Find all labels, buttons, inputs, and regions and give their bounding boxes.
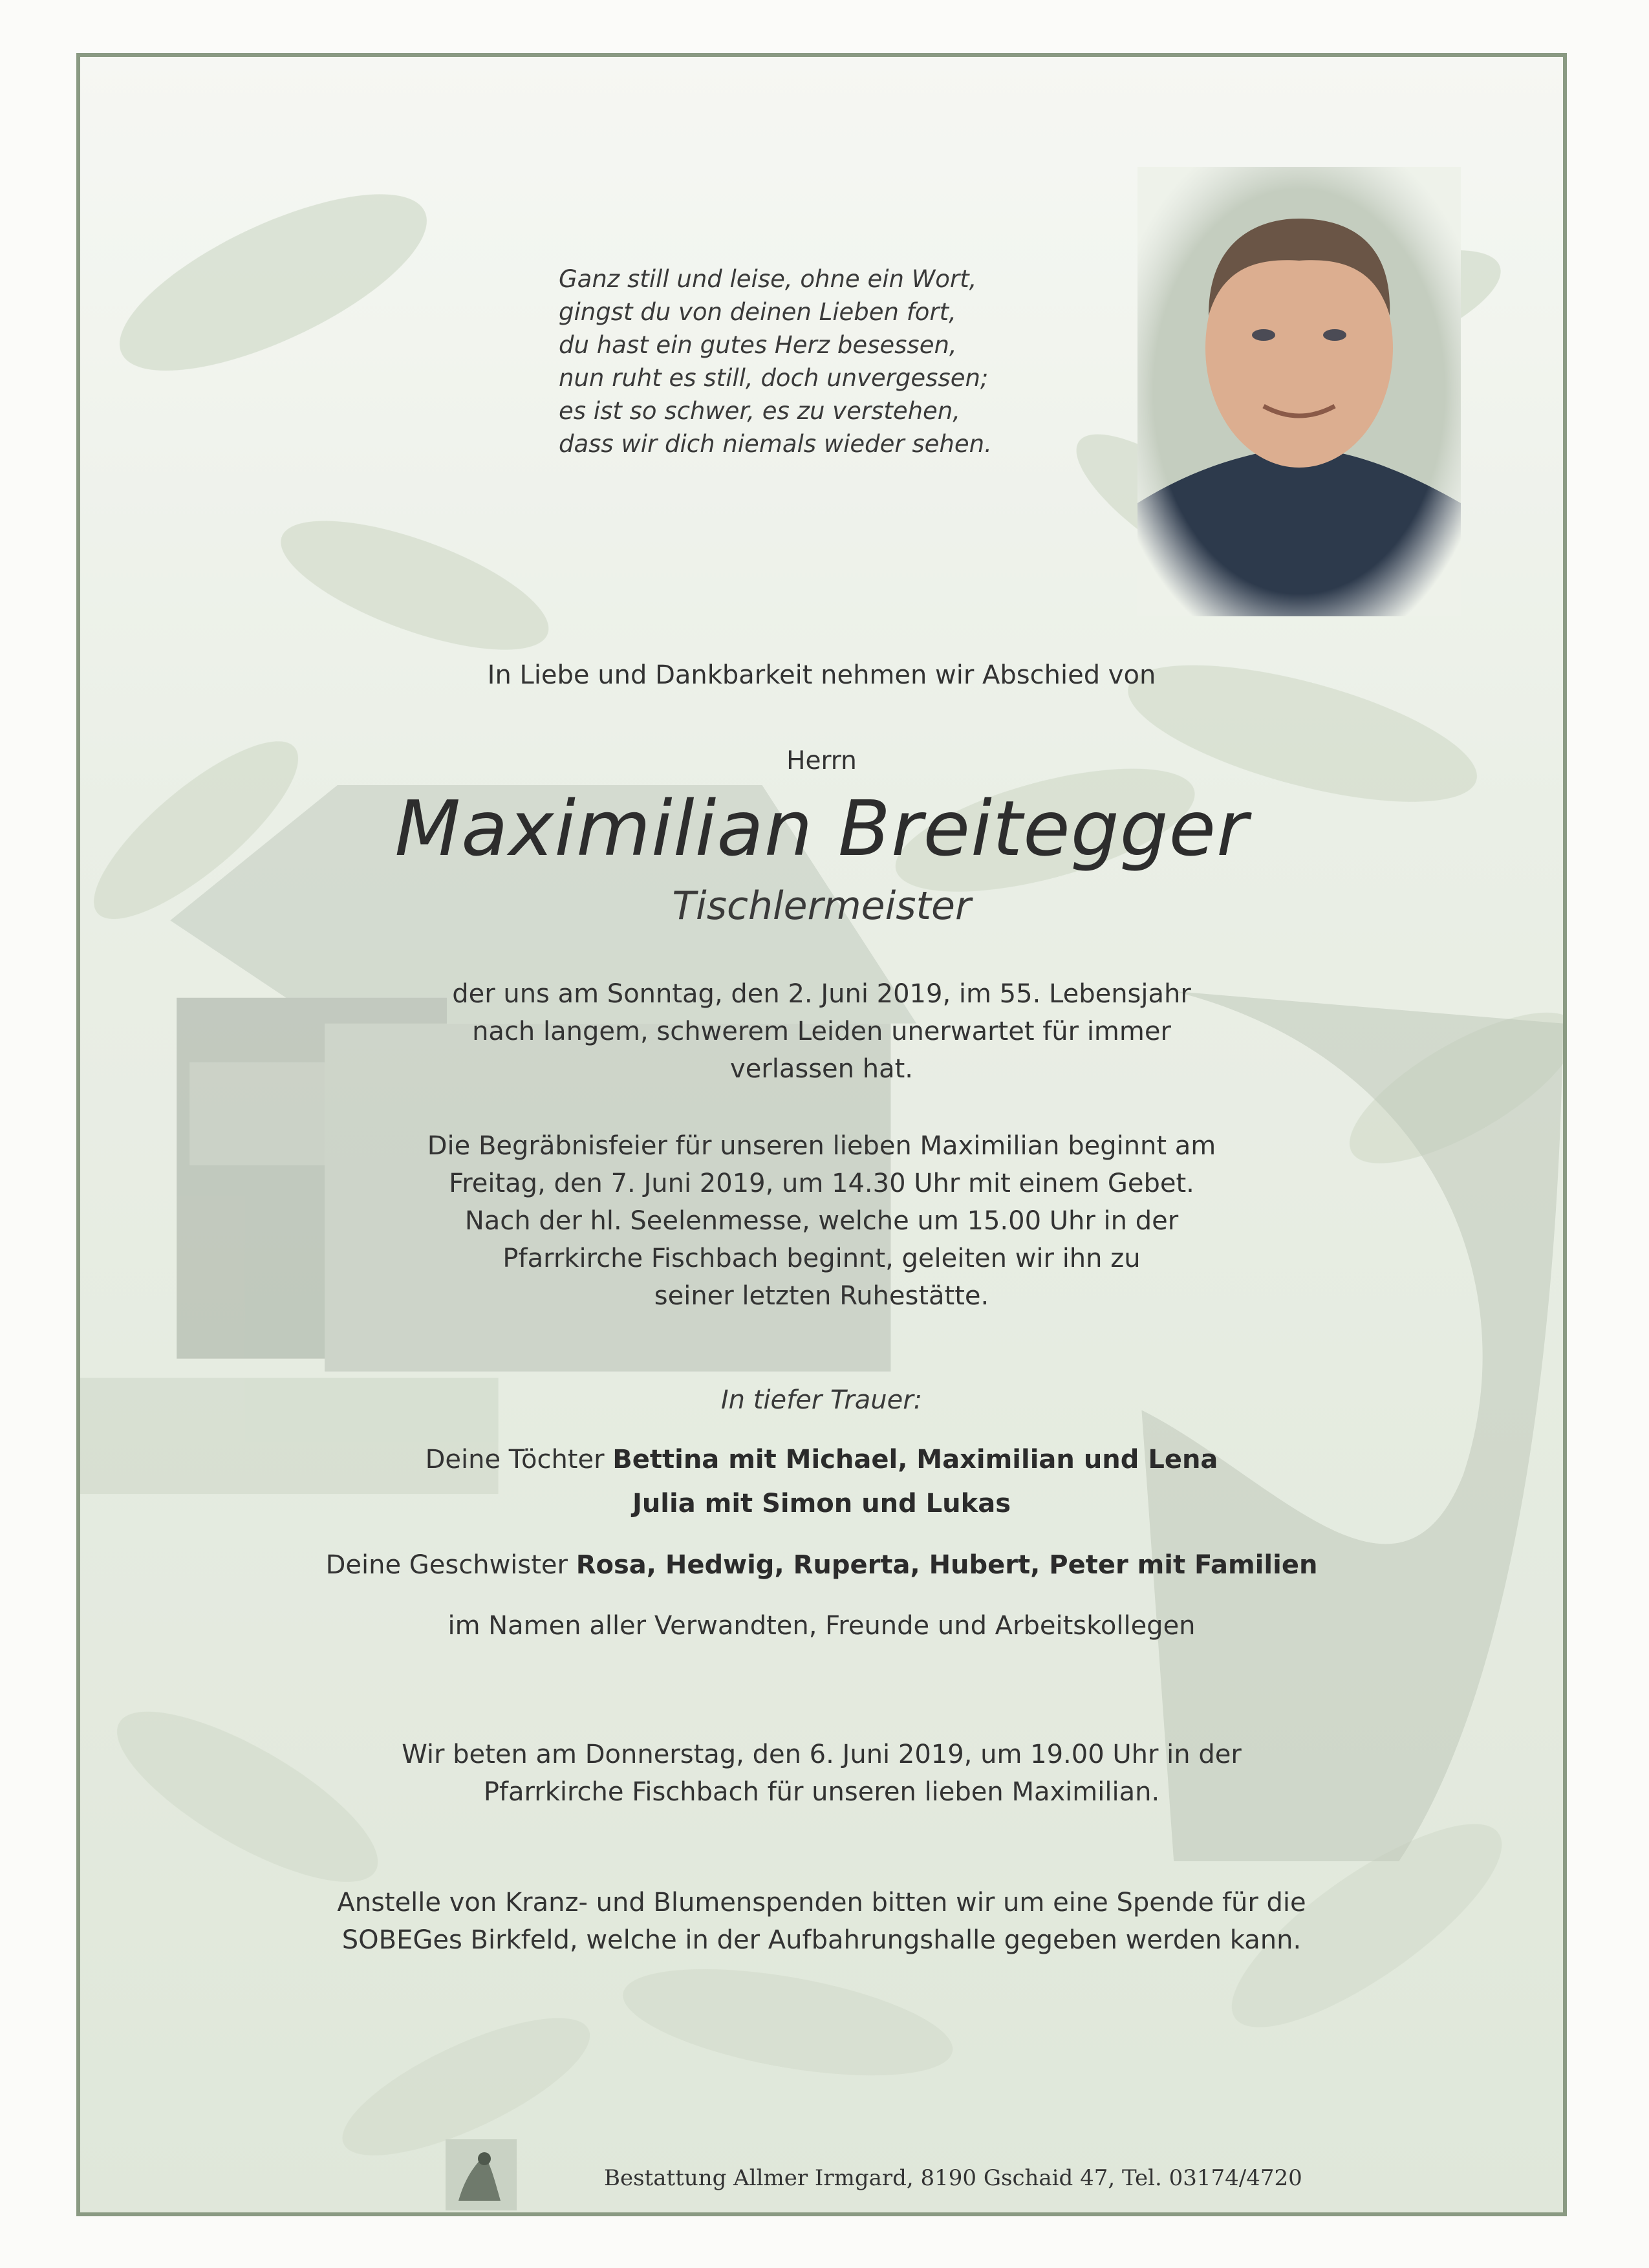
salutation: Herrn (786, 746, 857, 775)
funeral-line: Pfarrkirche Fischbach beginnt, geleiten wir ihn zu (502, 1244, 1141, 1273)
footer (446, 2139, 1351, 2210)
death-notice (80, 975, 1563, 1088)
memorial-poem (559, 263, 1141, 460)
siblings-prefix: Deine Geschwister (325, 1550, 568, 1580)
mourning-heading: In tiefer Trauer: (720, 1385, 923, 1415)
siblings-names: Rosa, Hedwig, Ruperta, Hubert, Peter mit Familien (576, 1550, 1318, 1580)
prayer-line: Pfarrkirche Fischbach für unseren lieben Maximilian. (483, 1777, 1160, 1807)
poem-line: nun ruht es still, doch unvergessen; (559, 364, 989, 392)
funeral-line: seiner letzten Ruhestätte. (654, 1281, 989, 1311)
funeral-line: Freitag, den 7. Juni 2019, um 14.30 Uhr mit einem Gebet. (449, 1169, 1194, 1198)
funeral-home-logo-icon (446, 2139, 517, 2210)
daughters-names-2: Julia mit Simon und Lukas (632, 1489, 1011, 1518)
funeral-line: Nach der hl. Seelenmesse, welche um 15.00 Uhr in der (464, 1206, 1179, 1236)
intro-text: In Liebe und Dankbarkeit nehmen wir Abschied von (487, 660, 1156, 690)
notice-frame (76, 53, 1567, 2216)
prayer-info (80, 1736, 1563, 1811)
death-notice-line: nach langem, schwerem Leiden unerwartet für immer (472, 1017, 1171, 1046)
footer-address: Bestattung Allmer Irmgard, 8190 Gschaid 47, Tel. 03174/4720 (604, 2165, 1302, 2191)
donation-info (80, 1884, 1563, 1959)
donation-line: Anstelle von Kranz- und Blumenspenden bitten wir um eine Spende für die (337, 1888, 1306, 1917)
prayer-line: Wir beten am Donnerstag, den 6. Juni 2019, um 19.00 Uhr in der (402, 1740, 1242, 1769)
poem-line: gingst du von deinen Lieben fort, (559, 298, 956, 326)
poem-line: Ganz still und leise, ohne ein Wort, (559, 265, 977, 293)
poem-line: du hast ein gutes Herz besessen, (559, 331, 957, 359)
daughters-line-2 (80, 1485, 1563, 1522)
portrait-photo (1137, 167, 1461, 616)
funeral-line: Die Begräbnisfeier für unseren lieben Maximilian beginnt am (427, 1131, 1216, 1161)
relatives-line: im Namen aller Verwandten, Freunde und Arbeitskollegen (447, 1611, 1196, 1641)
daughters-prefix: Deine Töchter (425, 1445, 605, 1474)
deceased-profession: Tischlermeister (672, 883, 971, 929)
funeral-info (80, 1127, 1563, 1315)
daughters-line (80, 1441, 1563, 1478)
death-notice-line: der uns am Sonntag, den 2. Juni 2019, im 55. Lebensjahr (452, 979, 1191, 1009)
death-notice-line: verlassen hat. (730, 1054, 913, 1084)
poem-line: dass wir dich niemals wieder sehen. (559, 430, 992, 458)
deceased-name: Maximilian Breitegger (394, 784, 1249, 873)
daughters-names: Bettina mit Michael, Maximilian und Lena (612, 1445, 1218, 1474)
donation-line: SOBEGes Birkfeld, welche in der Aufbahrungshalle gegeben werden kann. (341, 1925, 1302, 1955)
siblings-line (80, 1546, 1563, 1584)
poem-line: es ist so schwer, es zu verstehen, (559, 397, 961, 425)
